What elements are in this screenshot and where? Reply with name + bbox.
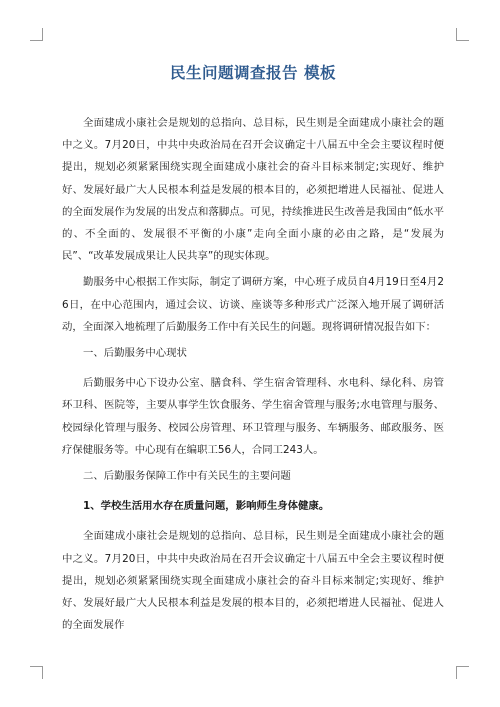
crop-mark-bottom-left [30,666,43,679]
subheading-water-quality: 1、学校生活用水存在质量问题，影响师生身体健康。 [83,500,330,513]
crop-mark-bottom-right [456,666,469,679]
section-heading-status: 一、后勤服务中心现状 [83,347,187,360]
paragraph-center-status: 后勤服务中心下设办公室、膳食科、学生宿舍管理科、水电科、绿化科、房管环卫科、医院等，主要从事学生饮食服务、学生宿舍管理与服务;水电管理与服务、校园绿化管理与服务、校园公房管理、环卫管理与服务、车辆服务、邮政服务、医疗保健服务等。中心现有在编职工56人，合同工243人。 [62,377,444,456]
crop-mark-top-right [456,28,469,41]
paragraph-intro: 全面建成小康社会是规划的总指向、总目标，民生则是全面建成小康社会的题中之义。7月20日，中共中央政治局在召开会议确定十八届五中全会主要议程时便提出，规划必须紧紧围绕实现全面建成小康社会的奋斗目标来制定;实现好、维护好、发展好最广大人民根本利益是发展的根本目的，必须把增进人民福祉、促进人的全面发展作为发展的出发点和落脚点。可见，持续推进民生改善是我国由“低水平的、不全面的、发展很不平衡的小康”走向全面小康的必由之路，是“发展为民”、“改革发展成果让人民共享”的现实体现。 [62,117,444,263]
paragraph-survey-plan: 勤服务中心根据工作实际，制定了调研方案，中心班子成员自4月19日至4月26日，在中心范围内，通过会议、访谈、座谈等多种形式广泛深入地开展了调研活动，全面深入地梳理了后勤服务工作中有关民生的问题。现将调研情况报告如下： [62,276,444,333]
paragraph-repeat-intro: 全面建成小康社会是规划的总指向、总目标，民生则是全面建成小康社会的题中之义。7月20日，中共中央政治局在召开会议确定十八届五中全会主要议程时便提出，规划必须紧紧围绕实现全面建成小康社会的奋斗目标来制定;实现好、维护好、发展好最广大人民根本利益是发展的根本目的，必须把增进人民福祉、促进人的全面发展作 [62,530,444,632]
crop-mark-top-left [30,28,43,41]
document-title: 民生问题调查报告 模板 [170,64,336,82]
document-body [62,60,444,640]
section-heading-problems: 二、后勤服务保障工作中有关民生的主要问题 [83,470,291,483]
